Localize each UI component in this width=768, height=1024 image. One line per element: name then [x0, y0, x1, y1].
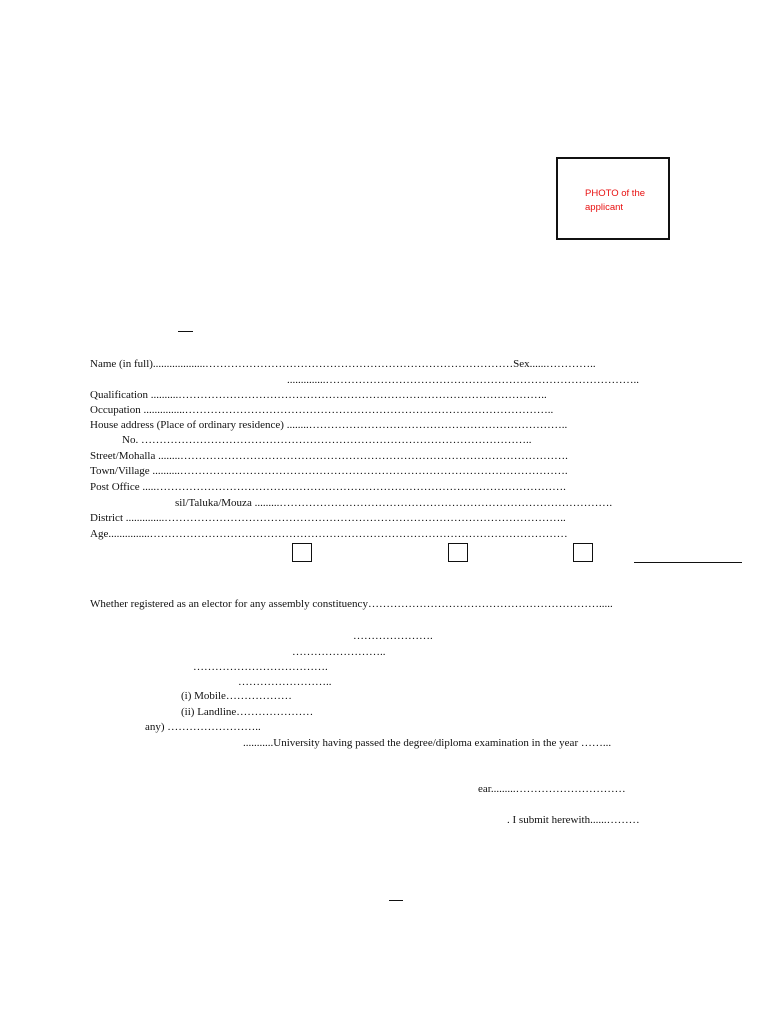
field-elector[interactable]: Whether registered as an elector for any assembly constituency………………………………………………………..... [90, 598, 613, 610]
field-name-continuation[interactable]: ..............………………………………………………………………………….. [287, 374, 639, 386]
field-house-address[interactable]: House address (Place of ordinary residence) ........…………………………………………………………….. [90, 419, 568, 431]
dotted-line-3[interactable]: ………………………………. [193, 661, 328, 673]
field-tehsil[interactable]: sil/Taluka/Mouza .........………………………………………………………………………………. [175, 497, 613, 509]
field-landline[interactable]: (ii) Landline………………… [181, 706, 314, 718]
signature-line [634, 562, 742, 563]
field-district[interactable]: District ..............……………………………………………………………………………………………….. [90, 512, 566, 524]
field-qualification[interactable]: Qualification ..........……………………………………………………………………………………….. [90, 389, 547, 401]
field-town-village[interactable]: Town/Village ..........……………………………………………………………………………………………. [90, 465, 568, 477]
checkbox-1[interactable] [292, 543, 312, 562]
field-university[interactable]: ...........University having passed the degree/diploma examination in the year ……... [243, 737, 612, 749]
checkbox-2[interactable] [448, 543, 468, 562]
heading-dash-bottom [389, 900, 403, 901]
photo-placeholder-box [556, 157, 670, 240]
dotted-line-1[interactable]: …………………. [353, 630, 433, 642]
field-age[interactable]: Age...............…………………………………………………………………………………………………… [90, 528, 568, 540]
field-year[interactable]: ear.........………………………… [478, 783, 626, 795]
heading-dash-top [178, 331, 193, 332]
field-occupation[interactable]: Occupation ...............……………………………………………………………………………………….. [90, 404, 554, 416]
field-house-number[interactable]: No. …………………………………………………………………………………………….. [122, 434, 532, 446]
field-mobile[interactable]: (i) Mobile……………… [181, 690, 292, 702]
field-any[interactable]: any) …………………….. [145, 721, 261, 733]
field-post-office[interactable]: Post Office .....…………………………………………………………………………………………………. [90, 481, 566, 493]
field-name[interactable]: Name (in full)...................…………………………………………………………………………Sex......………….. [90, 358, 596, 370]
photo-label: PHOTO of the applicant [585, 188, 646, 213]
dotted-line-4[interactable]: …………………….. [238, 676, 332, 688]
dotted-line-2[interactable]: …………………….. [292, 646, 386, 658]
checkbox-3[interactable] [573, 543, 593, 562]
field-submit[interactable]: . I submit herewith......……… [507, 814, 640, 826]
field-street[interactable]: Street/Mohalla ........……………………………………………………………………………………………. [90, 450, 568, 462]
